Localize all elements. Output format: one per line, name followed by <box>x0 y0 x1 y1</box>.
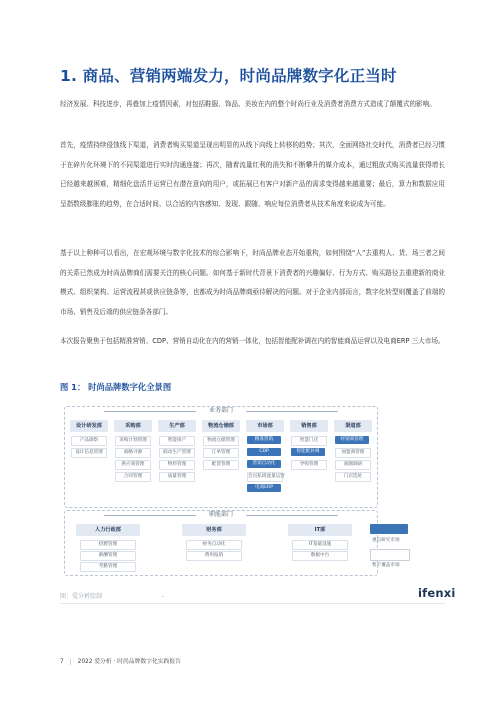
section-title: 1. 商品、营销两端发力，时尚品牌数字化正当时 <box>60 67 397 85</box>
function-cell: 考勤管理 <box>80 562 136 572</box>
page-number: 7 <box>60 659 64 665</box>
legend-swatch-uncovered <box>370 549 410 561</box>
market-cell: 智能排产 <box>159 436 195 446</box>
business-column-header: 市场部 <box>246 420 284 432</box>
paragraph-4: 本次报告聚焦于包括精准营销、CDP、营销自动化在内的营销一体化，包括智能配补调在内的智能商品运营以及电商ERP 三大市场。 <box>60 337 445 345</box>
market-cell: 质量管理 <box>159 472 195 482</box>
footer-separator: | <box>69 659 72 665</box>
paragraph-3: 基于以上种种可以看出，在宏观环境与数字化技术的综合影响下，时尚品牌业态开始重构，如何围绕“人”去重构人、货、场三者之间的关系已然成为时尚品牌商们需要关注的核心问题。如何基于新时代背景下消费者的兴趣偏好、行为方式、购买路径去重建新的商业模式、组织架构、运营流程甚或供应链条等，也都成为时尚品牌商亟待解决的问题。对于企业内部而言，数字化转型则覆盖了前端的市场、销售及后端的供应链条各部门。 <box>60 249 445 316</box>
market-cell: 设计信息管理 <box>71 448 107 458</box>
market-cell: 产品调察 <box>71 436 107 446</box>
market-cell: 联动生产管理 <box>159 448 195 458</box>
figure-source: 图：爱分析绘制 <box>60 593 103 600</box>
function-column-header: IT部 <box>288 524 352 536</box>
ifenxi-logo: ifenxi <box>418 586 456 600</box>
function-column-header: 财务部 <box>182 524 246 536</box>
business-group-title: 业务部门 <box>208 407 233 414</box>
market-cell: 物流仓储管理 <box>203 436 239 446</box>
market-cell: 订单管理 <box>203 448 239 458</box>
business-column-header: 销售部 <box>290 420 328 432</box>
function-cell: 招聘管理 <box>80 540 136 550</box>
business-column-header: 生产部 <box>158 420 196 432</box>
function-cell: 费用报销 <box>186 551 242 561</box>
focus-market-cell: 营销自动化 <box>247 460 281 468</box>
function-column-header: 人力行政部 <box>76 524 140 536</box>
business-column-header: 采购部 <box>114 420 152 432</box>
paragraph-2: 首先，疫情持续侵蚀线下渠道，消费者购买渠道呈现出明显的从线下向线上转移的趋势；其次，全面网络社交时代，消费者已经习惯于在碎片化环境下的不同渠道进行实时沟通连接；再次，随着流量红利的消失和不断攀升的媒介成本，通过粗放式购买流量获得增长已经越来越困难，精细化盘活并运营已有潜在意向的用户，或拓展已有客户对新产品的需求变得越来越重要；最后，算力和数据应用呈指数级膨胀的趋势，在合适时间、以合适的内容感知、发现、跟随、响应每位消费者从技术角度来说成为可能。 <box>60 141 445 208</box>
market-cell: 战略寻源 <box>115 448 151 458</box>
function-cell: 薪酬管理 <box>80 551 136 561</box>
paragraph-1: 经济发展、科技进步，再叠加上疫情因素，对包括鞋服、饰品、美妆在内的整个时尚行业及消费者消费方式造成了颠覆式的影响。 <box>60 100 436 108</box>
function-cell: 财务自动化 <box>186 540 242 550</box>
legend-label-focus: 重点研究市场 <box>372 538 400 543</box>
function-cell: IT基础设施 <box>292 540 348 550</box>
market-cell: 采购计划管理 <box>115 436 151 446</box>
focus-market-cell: 智能配补调 <box>291 448 325 456</box>
function-group-line-left <box>104 515 196 516</box>
source-mark: . <box>162 592 164 599</box>
market-cell: 商圈调研 <box>335 460 371 470</box>
focus-market-cell: 电商ERP <box>247 484 281 492</box>
business-column-header: 渠道部 <box>334 420 372 432</box>
function-group-line-right <box>246 515 338 516</box>
footer-text: 2022 爱分析 · 时尚品牌数字化实践报告 <box>77 659 181 665</box>
fashion-digitalization-diagram <box>60 400 445 588</box>
market-cell: 智慧门店 <box>291 436 327 446</box>
figure-caption: 图 1： 时尚品牌数字化全景图 <box>60 382 172 392</box>
legend-swatch-focus <box>370 524 408 534</box>
figure-divider <box>60 603 445 604</box>
business-group-line-right <box>246 411 338 412</box>
focus-market-cell: CDP <box>247 448 281 456</box>
focus-market-cell: 精准营销 <box>247 436 281 444</box>
market-cell: 门店选址 <box>335 472 371 482</box>
market-cell: 配货管理 <box>203 460 239 470</box>
business-column-header: 设计研发部 <box>70 420 108 432</box>
market-cell: 会员私域流量运营 <box>247 472 283 482</box>
business-group-line-left <box>104 411 196 412</box>
market-cell: 供应商管理 <box>115 460 151 470</box>
legend-label-uncovered: 暂不覆盖市场 <box>372 563 400 568</box>
business-column-header: 物流仓储部 <box>202 420 240 432</box>
page-footer <box>60 656 181 665</box>
market-cell: 合同管理 <box>115 472 151 482</box>
function-group-title: 职能部门 <box>208 511 233 518</box>
market-cell: 导购管理 <box>291 460 327 470</box>
market-cell: 物料管理 <box>159 460 195 470</box>
market-cell: 加盟商管理 <box>335 448 371 458</box>
function-cell: 数据中台 <box>292 551 348 561</box>
focus-market-cell: 经销商管理 <box>335 436 369 444</box>
